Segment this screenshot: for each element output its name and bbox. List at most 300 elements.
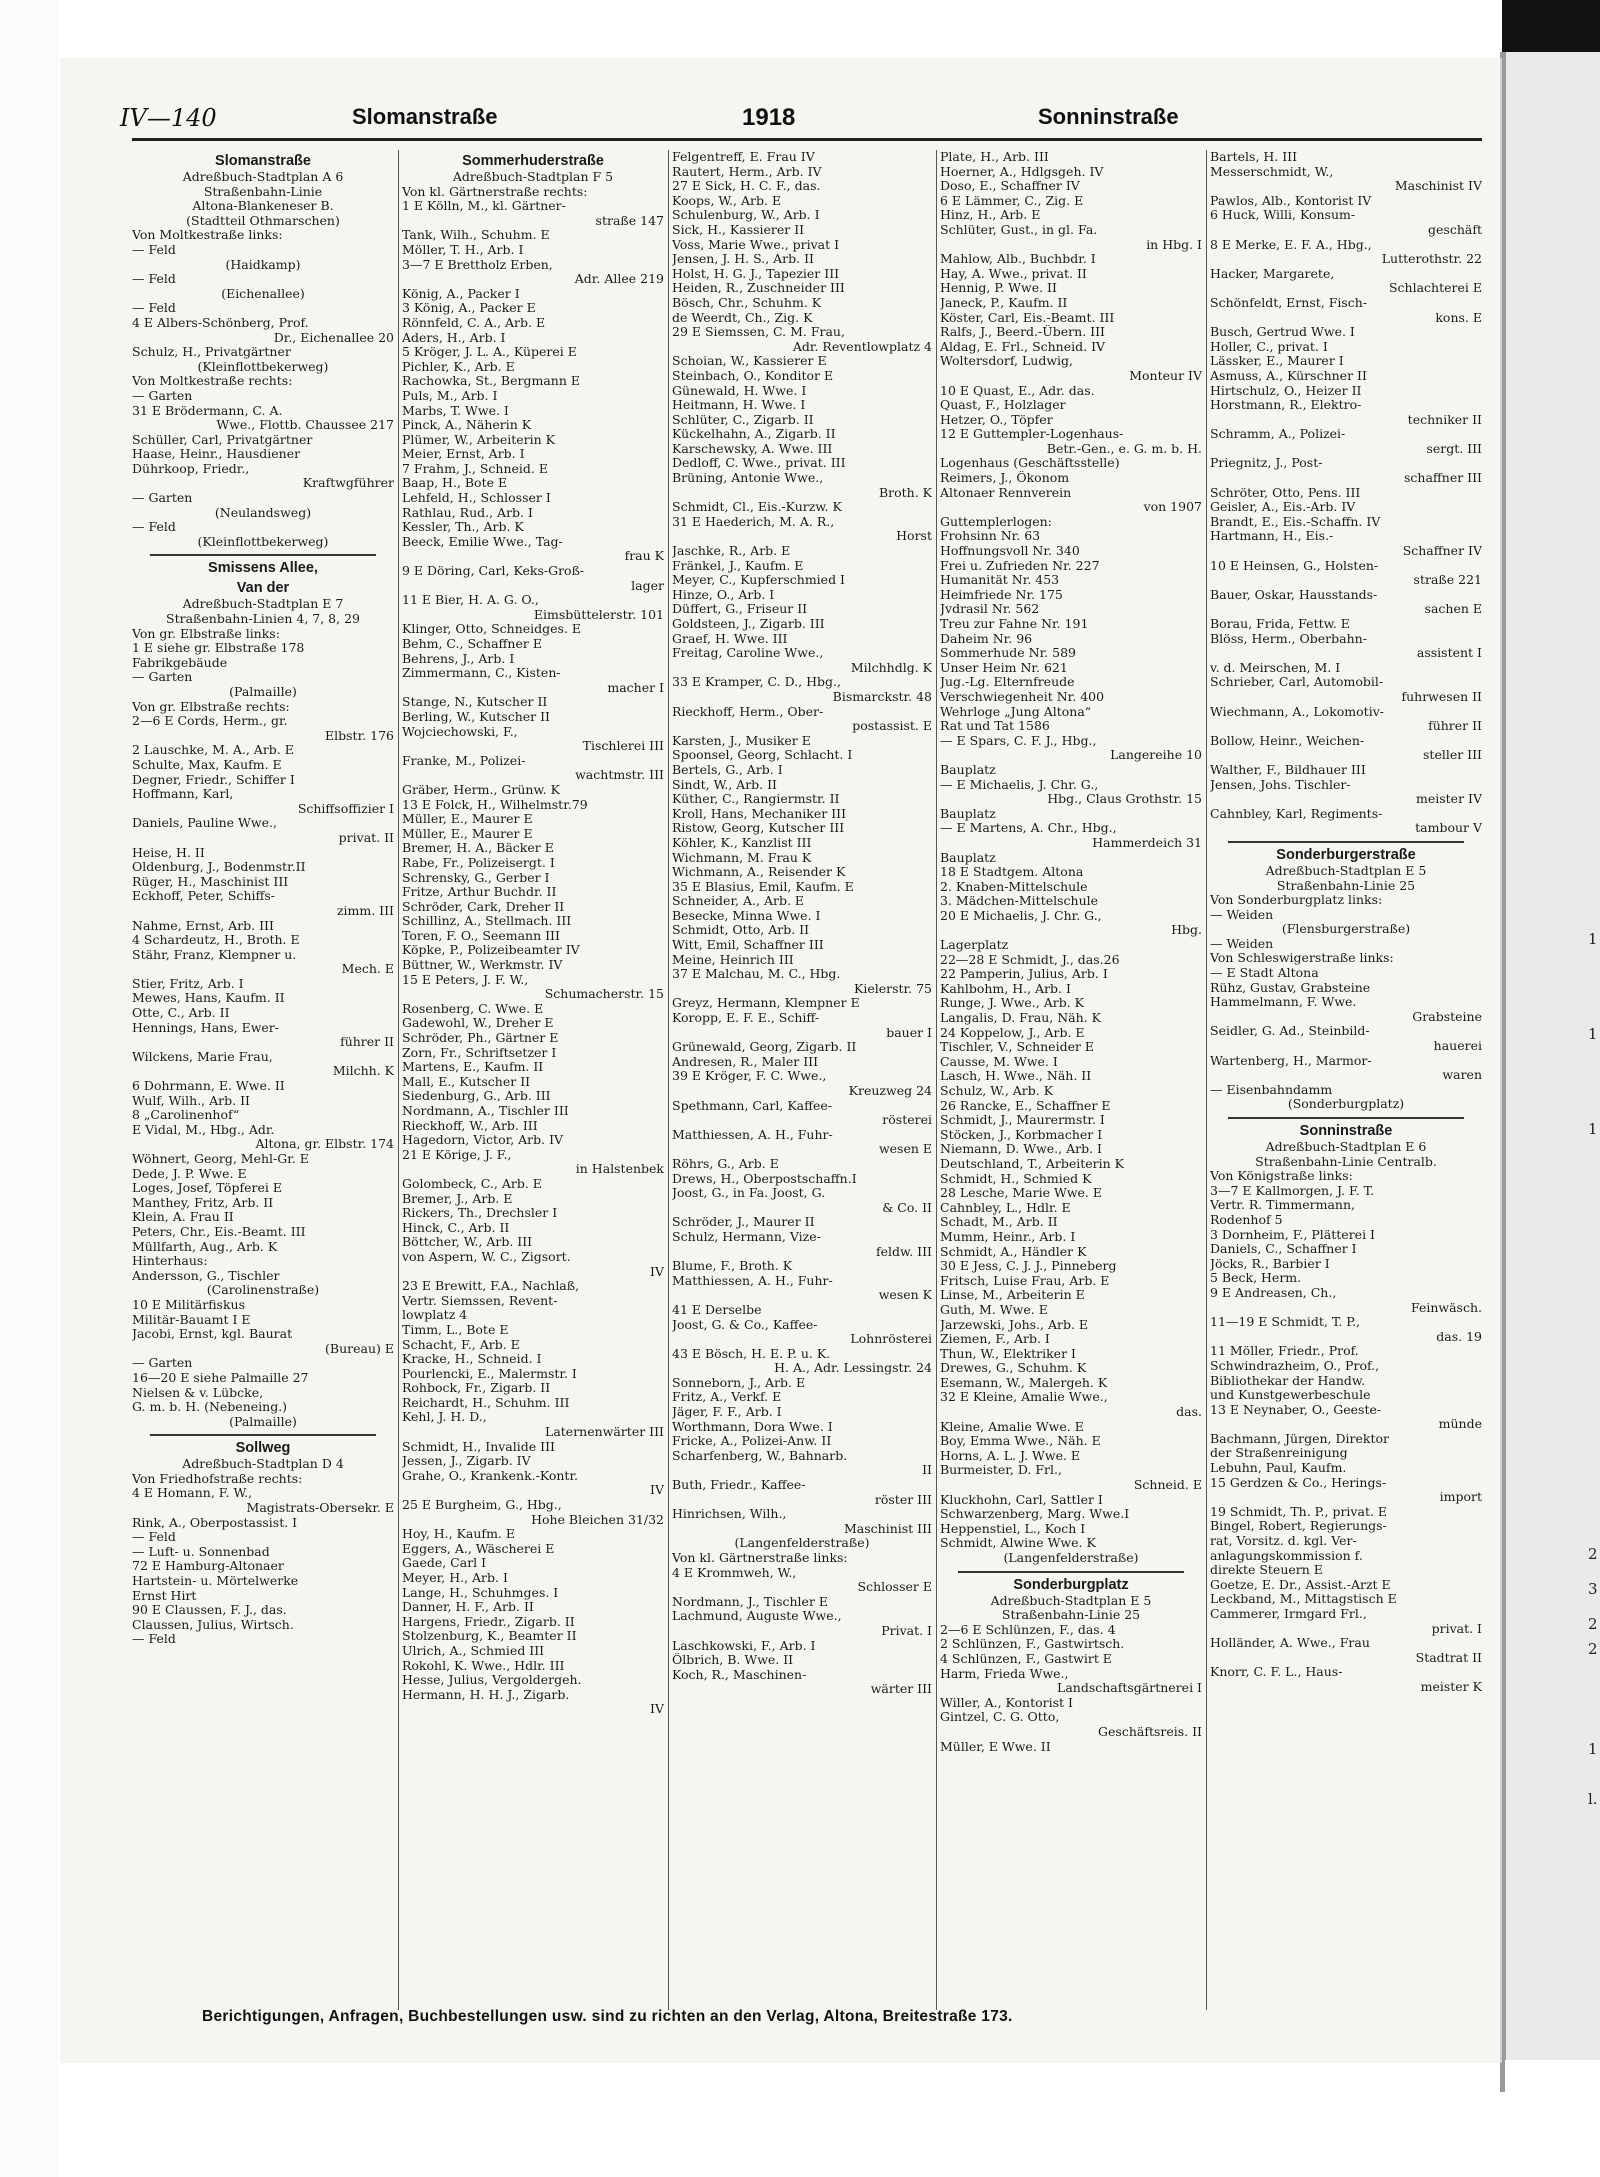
directory-entry: Straßenbahn-Linie xyxy=(203,184,323,199)
directory-entry: Linse, M., Arbeiterin E xyxy=(940,1288,1085,1303)
directory-entry: Hennings, Hans, Ewer- xyxy=(132,1020,279,1035)
directory-entry: Dedloff, C. Wwe., privat. III xyxy=(672,456,846,471)
directory-entry: Drewes, G., Schuhm. K xyxy=(940,1361,1087,1376)
directory-entry: Schlüter, Gust., in gl. Fa. xyxy=(940,222,1098,237)
directory-entry: Hohe Bleichen 31/32 xyxy=(531,1512,664,1527)
directory-entry: (Palmaille) xyxy=(229,1414,297,1429)
directory-entry: Militär-Bauamt I E xyxy=(132,1312,251,1327)
directory-entry: Vertr. R. Timmermann, xyxy=(1210,1198,1355,1213)
directory-entry: Hoy, H., Kaufm. E xyxy=(402,1527,515,1542)
directory-entry: Wartenberg, H., Marmor- xyxy=(1210,1053,1372,1068)
directory-entry: 3 Dornheim, F., Plätterei I xyxy=(1210,1227,1375,1242)
section-divider xyxy=(1228,1117,1464,1119)
directory-entry: Beeck, Emilie Wwe., Tag- xyxy=(402,534,563,549)
directory-entry: Hennig, P. Wwe. II xyxy=(940,281,1057,296)
directory-entry: Lebuhn, Paul, Kaufm. xyxy=(1210,1461,1347,1476)
directory-entry: Kielerstr. 75 xyxy=(854,981,932,996)
directory-entry: Von gr. Elbstraße links: xyxy=(132,626,280,641)
directory-entry: (Stadtteil Othmarschen) xyxy=(186,213,340,228)
directory-entry: Brüning, Antonie Wwe., xyxy=(672,471,824,486)
directory-entry: Oldenburg, J., Bodenmstr.II xyxy=(132,860,306,875)
directory-entry: Jöcks, R., Barbier I xyxy=(1210,1256,1330,1271)
directory-entry: straße 147 xyxy=(595,213,664,228)
directory-entry: 43 E Bösch, H. E. P. u. K. xyxy=(672,1346,831,1361)
directory-entry: Aders, H., Arb. I xyxy=(402,330,506,345)
directory-entry: 35 E Blasius, Emil, Kaufm. E xyxy=(672,879,854,894)
directory-entry: Schumacherstr. 15 xyxy=(544,987,664,1002)
directory-entry: Boy, Emma Wwe., Näh. E xyxy=(940,1434,1101,1449)
directory-entry: Hoffmann, Karl, xyxy=(132,787,234,802)
directory-entry: Adreßbuch-Stadtplan E 7 xyxy=(182,597,344,612)
directory-entry: Priegnitz, J., Post- xyxy=(1210,456,1323,471)
directory-entry: Straßenbahn-Linie Centralb. xyxy=(1255,1154,1437,1169)
directory-entry: in Halstenbek xyxy=(575,1162,664,1177)
directory-entry: Schlachterei E xyxy=(1388,281,1482,296)
directory-entry: Hacker, Margarete, xyxy=(1210,266,1335,281)
directory-entry: Maschinist III xyxy=(844,1521,932,1536)
directory-entry: Bertels, G., Arb. I xyxy=(672,762,783,777)
directory-entry: Jensen, J. H. S., Arb. II xyxy=(672,252,814,267)
directory-entry: Kehl, J. H. D., xyxy=(402,1410,487,1425)
directory-entry: münde xyxy=(1438,1417,1482,1432)
edge-mark: 2 xyxy=(1588,1615,1598,1633)
directory-entry: Hartmann, H., Eis.- xyxy=(1210,529,1334,544)
directory-entry: Schmidt, A., Händler K xyxy=(940,1244,1087,1259)
directory-entry: Schillinz, A., Stellmach. III xyxy=(402,914,572,929)
directory-entry: Köpke, P., Polizeibeamter IV xyxy=(402,943,580,958)
directory-entry: Schrieber, Carl, Automobil- xyxy=(1210,675,1384,690)
directory-entry: Pinck, A., Näherin K xyxy=(402,418,532,433)
directory-entry: Schmidt, Alwine Wwe. K xyxy=(940,1536,1096,1551)
directory-columns xyxy=(132,150,1482,2010)
directory-entry: 13 E Neynaber, O., Geeste- xyxy=(1210,1402,1382,1417)
directory-entry: Magistrats-Obersekr. E xyxy=(246,1501,394,1516)
directory-entry: Schulz, H., Privatgärtner xyxy=(132,345,291,360)
directory-entry: Rautert, Herm., Arb. IV xyxy=(672,164,822,179)
directory-entry: Schröter, Otto, Pens. III xyxy=(1210,485,1361,500)
directory-entry: Deutschland, T., Arbeiterin K xyxy=(940,1156,1124,1171)
directory-entry: (Sonderburgplatz) xyxy=(1287,1097,1405,1112)
directory-entry: Willer, A., Kontorist I xyxy=(940,1695,1073,1710)
directory-entry: Koops, W., Arb. E xyxy=(672,193,782,208)
directory-entry: Kluckhohn, Carl, Sattler I xyxy=(940,1492,1103,1507)
directory-entry: Eckhoff, Peter, Schiffs- xyxy=(132,889,276,904)
directory-entry: Gaede, Carl I xyxy=(402,1556,487,1571)
directory-entry: Röhrs, G., Arb. E xyxy=(672,1156,779,1171)
directory-entry: Landschaftsgärtnerei I xyxy=(1057,1681,1202,1696)
directory-entry: Horstmann, R., Elektro- xyxy=(1210,398,1362,413)
directory-entry: Hartstein- u. Mörtelwerke xyxy=(132,1574,299,1589)
directory-entry: Heppenstiel, L., Koch I xyxy=(940,1521,1086,1536)
directory-entry: Schneider, A., Arb. E xyxy=(672,894,805,909)
directory-entry: privat. II xyxy=(338,830,394,845)
directory-entry: — Feld xyxy=(132,272,176,287)
directory-entry: Toren, F. O., Seemann III xyxy=(402,928,560,943)
directory-entry: 31 E Haederich, M. A. R., xyxy=(672,514,835,529)
directory-entry: Adreßbuch-Stadtplan D 4 xyxy=(182,1457,344,1472)
directory-entry: sachen E xyxy=(1424,602,1482,617)
directory-entry: E Vidal, M., Hbg., Adr. xyxy=(132,1122,275,1137)
directory-entry: wärter III xyxy=(870,1682,932,1697)
directory-entry: Nordmann, J., Tischler E xyxy=(672,1594,829,1609)
directory-entry: Esemann, W., Malergeh. K xyxy=(940,1375,1108,1390)
directory-entry: Meier, Ernst, Arb. I xyxy=(402,447,525,462)
directory-entry: Wichmann, M. Frau K xyxy=(672,850,812,865)
directory-entry: das. 19 xyxy=(1436,1329,1482,1344)
directory-entry: Witt, Emil, Schaffner III xyxy=(672,938,824,953)
directory-entry: Logenhaus (Geschäftsstelle) xyxy=(940,456,1120,471)
directory-entry: Daniels, Pauline Wwe., xyxy=(132,816,277,831)
directory-entry: Golombeck, C., Arb. E xyxy=(402,1176,542,1191)
directory-entry: Rickers, Th., Drechsler I xyxy=(402,1206,558,1221)
directory-entry: Schulz, W., Arb. K xyxy=(940,1084,1054,1098)
directory-entry: 6 Dohrmann, E. Wwe. II xyxy=(132,1079,285,1094)
directory-entry: bauer I xyxy=(886,1025,932,1040)
directory-entry: Kreuzweg 24 xyxy=(848,1084,932,1098)
directory-entry: II xyxy=(922,1463,932,1478)
directory-entry: Stähr, Franz, Klempner u. xyxy=(132,947,297,962)
directory-entry: 39 E Kröger, F. C. Wwe., xyxy=(672,1069,827,1084)
directory-entry: Tischler, V., Schneider E xyxy=(940,1040,1095,1055)
directory-entry: 3 König, A., Packer E xyxy=(402,301,536,316)
directory-entry: 41 E Derselbe xyxy=(672,1302,762,1317)
directory-entry: 24 Koppelow, J., Arb. E xyxy=(940,1025,1085,1040)
column-divider xyxy=(1206,150,1207,2010)
directory-entry: Fränkel, J., Kaufm. E xyxy=(672,558,804,573)
directory-entry: Daniels, C., Schaffner I xyxy=(1210,1242,1357,1257)
directory-entry: — E Stadt Altona xyxy=(1210,966,1319,981)
directory-entry: Plate, H., Arb. III xyxy=(940,150,1049,164)
directory-entry: Hinrichsen, Wilh., xyxy=(672,1507,787,1522)
directory-entry: Behrens, J., Arb. I xyxy=(402,651,515,666)
directory-entry: Goldsteen, J., Zigarb. III xyxy=(672,617,825,631)
directory-entry: führer II xyxy=(340,1035,394,1050)
directory-entry: wesen E xyxy=(878,1142,932,1157)
edge-mark: 1 xyxy=(1588,1025,1598,1043)
directory-entry: — Garten xyxy=(132,1356,193,1371)
directory-entry: Schramm, A., Polizei- xyxy=(1210,427,1346,442)
directory-entry: Adreßbuch-Stadtplan E 5 xyxy=(1265,863,1427,878)
directory-entry: Gräber, Herm., Grünw. K xyxy=(402,782,560,797)
directory-entry: 1 E Kölln, M., kl. Gärtner- xyxy=(402,199,566,214)
directory-entry: IV xyxy=(650,1702,664,1717)
directory-entry: Altona, gr. Elbstr. 174 xyxy=(255,1137,394,1152)
directory-entry: Gadewohl, W., Dreher E xyxy=(402,1016,554,1031)
directory-entry: Treu zur Fahne Nr. 191 xyxy=(940,617,1089,631)
directory-entry: Vertr. Siemssen, Revent- xyxy=(402,1293,558,1308)
directory-entry: 10 E Heinsen, G., Holsten- xyxy=(1210,558,1379,573)
directory-entry: Matthiessen, A. H., Fuhr- xyxy=(672,1127,833,1142)
directory-entry: Schwindrazheim, O., Prof., xyxy=(1210,1358,1380,1373)
directory-entry: Rachowka, St., Bergmann E xyxy=(402,374,580,389)
directory-entry: Rokohl, K. Wwe., Hdlr. III xyxy=(402,1658,565,1673)
directory-entry: Wiechmann, A., Lokomotiv- xyxy=(1210,704,1384,719)
directory-entry: IV xyxy=(650,1483,664,1498)
directory-entry: fuhrwesen II xyxy=(1401,689,1482,704)
directory-entry: Sick, H., Kassierer II xyxy=(672,222,805,237)
directory-entry: Hammerdeich 31 xyxy=(1092,835,1202,850)
directory-entry: Fritze, Arthur Buchdr. II xyxy=(402,885,557,900)
directory-entry: 72 E Hamburg-Altonaer xyxy=(132,1559,284,1574)
directory-entry: Lange, H., Schuhmges. I xyxy=(402,1585,559,1600)
directory-entry: (Kleinflottbekerweg) xyxy=(197,359,329,374)
directory-entry: Janeck, P., Kaufm. II xyxy=(940,295,1068,310)
directory-entry: Eimsbüttelerstr. 101 xyxy=(533,607,664,622)
directory-entry: 4 E Homann, F. W., xyxy=(132,1486,253,1501)
directory-entry: Altona-Blankeneser B. xyxy=(192,199,334,214)
adjacent-page-edge xyxy=(1500,52,1600,2092)
column-divider xyxy=(668,150,669,2010)
directory-entry: Schmidt, H., Invalide III xyxy=(402,1439,555,1454)
directory-entry: von 1907 xyxy=(1143,500,1202,515)
directory-entry: Gintzel, C. G. Otto, xyxy=(940,1710,1060,1725)
directory-entry: Reichardt, H., Schuhm. III xyxy=(402,1395,570,1410)
directory-entry: 18 E Stadtgem. Altona xyxy=(940,865,1084,880)
directory-entry: Von Friedhofstraße rechts: xyxy=(132,1471,303,1486)
column-5 xyxy=(1210,150,1482,2010)
directory-entry: geschäft xyxy=(1428,222,1482,237)
directory-entry: Feinwäsch. xyxy=(1410,1300,1482,1315)
directory-entry: Maschinist IV xyxy=(1394,179,1482,194)
directory-entry: Von Schleswigerstraße links: xyxy=(1210,951,1394,966)
directory-entry: H. A., Adr. Lessingstr. 24 xyxy=(774,1361,932,1376)
directory-entry: Blöss, Herm., Oberbahn- xyxy=(1210,631,1367,646)
directory-entry: Quast, F., Holzlager xyxy=(940,398,1066,413)
directory-entry: Sommerhude Nr. 589 xyxy=(940,646,1076,661)
directory-entry: — Weiden xyxy=(1210,936,1274,951)
directory-entry: Siedenburg, G., Arb. III xyxy=(402,1089,551,1104)
directory-entry: 5 Beck, Herm. xyxy=(1210,1271,1302,1286)
directory-entry: Kückelhahn, A., Zigarb. II xyxy=(672,427,836,442)
directory-entry: Rieckhoff, W., Arb. III xyxy=(402,1118,538,1133)
directory-entry: 11 E Bier, H. A. G. O., xyxy=(402,593,539,608)
directory-entry: Müller, E., Maurer E xyxy=(402,812,533,827)
directory-entry: 22 Pamperin, Julius, Arb. I xyxy=(940,967,1108,982)
directory-entry: Runge, J. Wwe., Arb. K xyxy=(940,996,1085,1011)
directory-entry: Schaffner IV xyxy=(1402,544,1482,559)
directory-entry: Jvdrasil Nr. 562 xyxy=(940,602,1040,617)
directory-entry: Fricke, A., Polizei-Anw. II xyxy=(672,1434,832,1449)
directory-entry: 23 E Brewitt, F.A., Nachlaß, xyxy=(402,1279,580,1294)
directory-entry: 2. Knaben-Mittelschule xyxy=(940,879,1088,894)
directory-entry: Heitmann, H. Wwe. I xyxy=(672,398,806,413)
directory-entry: Ralfs, J., Beerd.-Übern. III xyxy=(940,325,1105,340)
directory-entry: lowplatz 4 xyxy=(402,1308,468,1323)
directory-entry: Lässker, E., Maurer I xyxy=(1210,354,1344,369)
directory-entry: wachtmstr. III xyxy=(575,768,664,783)
directory-entry: Laternenwärter III xyxy=(545,1425,664,1440)
directory-entry: Grahe, O., Krankenk.-Kontr. xyxy=(402,1468,579,1483)
directory-entry: 33 E Kramper, C. D., Hbg., xyxy=(672,675,841,690)
directory-entry: 9 E Döring, Carl, Keks-Groß- xyxy=(402,564,585,579)
directory-entry: — Feld xyxy=(132,520,176,535)
directory-entry: Baap, H., Bote E xyxy=(402,476,508,491)
directory-entry: Schlüter, C., Zigarb. II xyxy=(672,412,814,427)
directory-entry: & Co. II xyxy=(882,1200,932,1215)
directory-entry: (Eichenallee) xyxy=(221,286,305,301)
directory-entry: Bismarckstr. 48 xyxy=(832,689,932,704)
directory-entry: Betr.-Gen., e. G. m. b. H. xyxy=(1046,441,1202,456)
directory-entry: Zimmermann, C., Kisten- xyxy=(402,666,561,681)
directory-entry: meister IV xyxy=(1416,792,1482,807)
directory-entry: Hinz, H., Arb. E xyxy=(940,208,1041,223)
directory-entry: rösterei xyxy=(882,1113,932,1128)
directory-entry: Schüller, Carl, Privatgärtner xyxy=(132,432,313,447)
directory-entry: Hay, A. Wwe., privat. II xyxy=(940,266,1087,281)
directory-entry: Schulz, Hermann, Vize- xyxy=(672,1229,821,1244)
directory-entry: Altonaer Rennverein xyxy=(940,485,1072,500)
directory-entry: Heimfriede Nr. 175 xyxy=(940,587,1063,602)
directory-entry: Horns, A. L. J. Wwe. E xyxy=(940,1448,1081,1463)
directory-entry: Holst, H. G. J., Tapezier III xyxy=(672,266,840,281)
directory-entry: Stier, Fritz, Arb. I xyxy=(132,976,244,991)
directory-entry: sergt. III xyxy=(1426,441,1482,456)
directory-entry: Kleine, Amalie Wwe. E xyxy=(940,1419,1084,1434)
directory-entry: Monteur IV xyxy=(1129,368,1202,383)
directory-entry: Schmidt, Cl., Eis.-Kurzw. K xyxy=(672,500,842,515)
directory-entry: IV xyxy=(650,1264,664,1279)
directory-entry: Lehfeld, H., Schlosser I xyxy=(402,491,551,506)
directory-entry: Wehrloge „Jung Altona“ xyxy=(940,704,1092,719)
directory-entry: Behm, C., Schaffner E xyxy=(402,637,542,651)
directory-entry: Schneid. E xyxy=(1133,1478,1202,1493)
directory-entry: Ziemen, F., Arb. I xyxy=(940,1332,1050,1347)
street-title: Sommerhuderstraße xyxy=(462,153,604,169)
directory-entry: Schmidt, Otto, Arb. II xyxy=(672,923,810,938)
directory-entry: Büttner, W., Werkmstr. IV xyxy=(402,958,563,973)
directory-entry: Franke, M., Polizei- xyxy=(402,753,526,768)
directory-entry: Bachmann, Jürgen, Direktor xyxy=(1210,1431,1389,1446)
directory-entry: Bauplatz xyxy=(940,806,996,821)
column-divider xyxy=(936,150,937,2010)
directory-entry: Grünewald, Georg, Zigarb. II xyxy=(672,1040,857,1055)
directory-entry: 7 Frahm, J., Schneid. E xyxy=(402,461,548,476)
directory-entry: Adreßbuch-Stadtplan E 6 xyxy=(1265,1140,1427,1154)
directory-entry: 5 Kröger, J. L. A., Küperei E xyxy=(402,345,577,360)
directory-entry: 27 E Sick, H. C. F., das. xyxy=(672,179,821,194)
directory-entry: Rühz, Gustav, Grabsteine xyxy=(1210,980,1371,995)
directory-entry: Rabe, Fr., Polizeisergt. I xyxy=(402,855,555,870)
directory-entry: 10 E Militärfiskus xyxy=(132,1297,246,1312)
directory-entry: — E Michaelis, J. Chr. G., xyxy=(940,777,1099,792)
directory-entry: Lutterothstr. 22 xyxy=(1381,252,1482,267)
directory-entry: Rat und Tat 1586 xyxy=(940,719,1050,734)
directory-entry: frau K xyxy=(624,549,664,564)
directory-entry: Rosenberg, C. Wwe. E xyxy=(402,1001,544,1016)
column-3 xyxy=(672,150,932,2010)
directory-entry: Wulf, Wilh., Arb. II xyxy=(132,1093,250,1108)
directory-entry: Marbs, T. Wwe. I xyxy=(402,403,509,418)
directory-entry: Daheim Nr. 96 xyxy=(940,631,1033,646)
directory-entry: Von Moltkestraße links: xyxy=(132,228,283,243)
directory-entry: — Garten xyxy=(132,388,193,403)
directory-entry: — Garten xyxy=(132,491,193,506)
directory-entry: Lohnrösterei xyxy=(850,1332,932,1347)
directory-entry: Seidler, G. Ad., Steinbild- xyxy=(1210,1024,1370,1039)
directory-entry: Worthmann, Dora Wwe. I xyxy=(672,1419,833,1434)
directory-entry: Brandt, E., Eis.-Schaffn. IV xyxy=(1210,514,1381,529)
directory-entry: Adr. Allee 219 xyxy=(574,272,664,287)
directory-entry: Nielsen & v. Lübcke, xyxy=(132,1385,264,1400)
directory-entry: (Carolinenstraße) xyxy=(206,1283,320,1298)
directory-entry: Schröder, J., Maurer II xyxy=(672,1215,815,1230)
edge-mark: 2 xyxy=(1588,1640,1598,1658)
directory-entry: Frohsinn Nr. 63 xyxy=(940,529,1041,544)
directory-entry: Von kl. Gärtnerstraße rechts: xyxy=(402,184,588,199)
directory-entry: Dr., Eichenallee 20 xyxy=(273,330,394,345)
directory-entry: Meyer, C., Kupferschmied I xyxy=(672,573,845,588)
directory-entry: 12 E Guttempler-Logenhaus- xyxy=(940,427,1124,442)
directory-entry: — Feld xyxy=(132,1530,176,1545)
directory-entry: Koropp, E. F. E., Schiff- xyxy=(672,1011,820,1026)
directory-entry: Tischlerei III xyxy=(582,739,664,754)
directory-entry: Pourlencki, E., Malermstr. I xyxy=(402,1366,577,1381)
directory-entry: 4 Schlünzen, F., Gastwirt E xyxy=(940,1651,1112,1666)
directory-entry: Messerschmidt, W., xyxy=(1210,164,1334,179)
directory-entry: Horst xyxy=(896,529,932,544)
directory-entry: Düffert, G., Friseur II xyxy=(672,602,808,617)
directory-entry: Bibliothekar der Handw. xyxy=(1210,1373,1366,1388)
directory-entry: Haase, Heinr., Hausdiener xyxy=(132,447,301,462)
directory-entry: Broth. K xyxy=(878,485,932,500)
directory-entry: Straßenbahn-Linie 25 xyxy=(1276,878,1416,893)
street-title: Van der xyxy=(236,580,290,597)
directory-entry: Bauplatz xyxy=(940,850,996,865)
directory-entry: Borau, Frida, Fettw. E xyxy=(1210,617,1350,631)
directory-entry: Rieckhoff, Herm., Ober- xyxy=(672,704,824,719)
directory-entry: 4 E Albers-Schönberg, Prof. xyxy=(132,315,309,330)
directory-entry: Wichmann, A., Reisender K xyxy=(672,865,846,880)
directory-entry: postassist. E xyxy=(852,719,932,734)
directory-entry: Lachmund, Auguste Wwe., xyxy=(672,1609,842,1624)
directory-entry: 2 Schlünzen, F., Gastwirtsch. xyxy=(940,1637,1125,1652)
directory-entry: Adr. Reventlowplatz 4 xyxy=(792,339,932,354)
directory-entry: Adreßbuch-Stadtplan F 5 xyxy=(452,170,614,184)
directory-entry: König, A., Packer I xyxy=(402,286,520,301)
directory-entry: Wöhnert, Georg, Mehl-Gr. E xyxy=(132,1152,309,1166)
directory-entry: Kahlbohm, H., Arb. I xyxy=(940,981,1071,996)
directory-entry: Schiffsoffizier I xyxy=(297,801,394,816)
directory-entry: Rodenhof 5 xyxy=(1210,1212,1283,1227)
directory-entry: rat, Vorsitz. d. kgl. Ver- xyxy=(1210,1534,1357,1549)
directory-entry: Timm, L., Bote E xyxy=(402,1322,509,1337)
directory-entry: 11 Möller, Friedr., Prof. xyxy=(1210,1344,1359,1359)
directory-entry: Besecke, Minna Wwe. I xyxy=(672,908,821,923)
directory-entry: Geschäftsreis. II xyxy=(1098,1724,1202,1739)
directory-entry: Manthey, Fritz, Arb. II xyxy=(132,1195,274,1210)
directory-entry: Adreßbuch-Stadtplan E 5 xyxy=(990,1593,1152,1608)
directory-entry: Asmuss, A., Kürschner II xyxy=(1210,368,1367,383)
directory-entry: 15 Gerdzen & Co., Herings- xyxy=(1210,1475,1387,1490)
directory-entry: G. m. b. H. (Nebeneing.) xyxy=(132,1400,288,1415)
directory-entry: Von Moltkestraße rechts: xyxy=(132,374,293,389)
directory-entry: Frei u. Zufrieden Nr. 227 xyxy=(940,558,1100,573)
directory-entry: Ernst Hirt xyxy=(132,1588,197,1603)
edge-mark: 1 xyxy=(1588,930,1598,948)
directory-entry: Günewald, H. Wwe. I xyxy=(672,383,807,398)
directory-entry: Jaschke, R., Arb. E xyxy=(672,544,791,559)
directory-entry: Rathlau, Rud., Arb. I xyxy=(402,505,533,520)
directory-entry: Bremer, H. A., Bäcker E xyxy=(402,841,554,856)
directory-entry: Schrensky, G., Gerber I xyxy=(402,870,550,885)
directory-entry: schaffner III xyxy=(1403,471,1482,486)
directory-entry: Jessen, J., Zigarb. IV xyxy=(402,1454,531,1469)
directory-entry: 25 E Burgheim, G., Hbg., xyxy=(402,1498,562,1513)
right-bottom-margin xyxy=(1505,2060,1600,2177)
directory-entry: Freitag, Caroline Wwe., xyxy=(672,646,824,661)
directory-entry: (Neulandsweg) xyxy=(214,505,312,520)
directory-entry: Hetzer, O., Töpfer xyxy=(940,412,1053,427)
